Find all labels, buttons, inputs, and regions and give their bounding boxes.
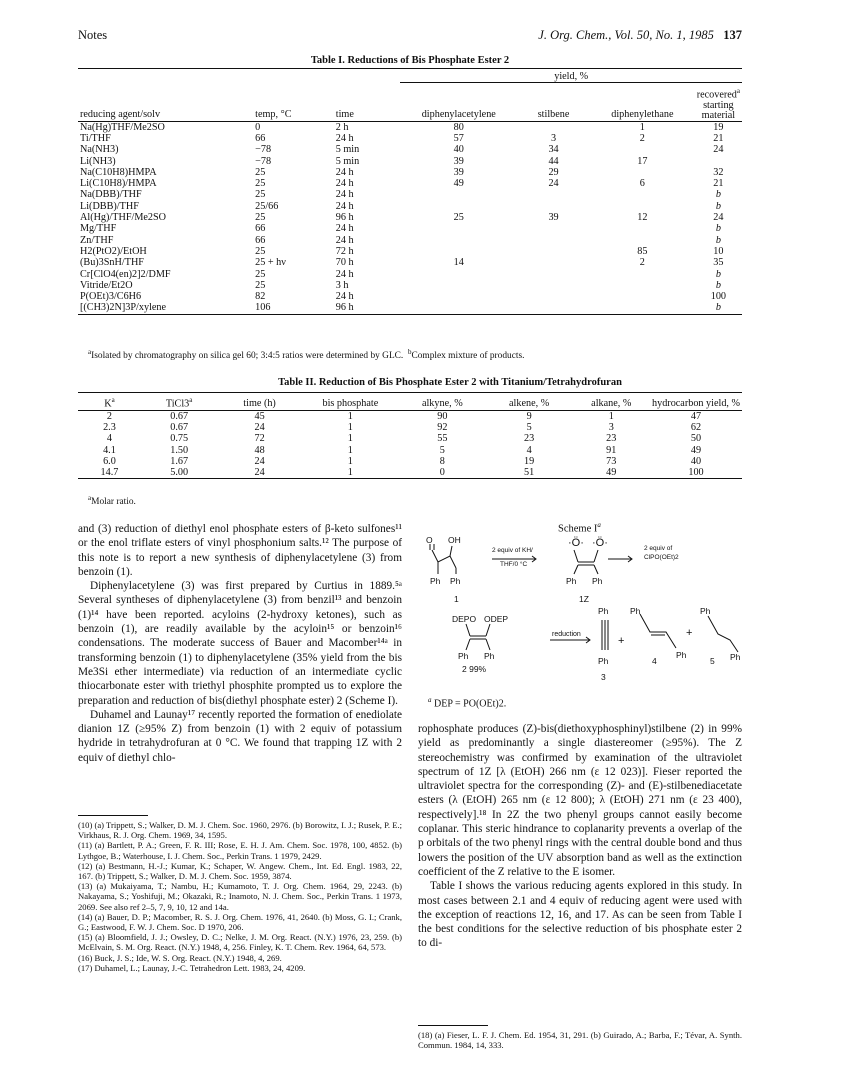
table-cell: 1 bbox=[639, 121, 645, 133]
reference: (15) (a) Bloomfield, J. J.; Owsley, D. C.; Nelke, J. M. Org. React. (N.Y.) 1976, 23, 259. (b) McElvain, S. M. Org. React. (N.Y.) 1948, 4, 256. Finley, K. T. Chem. Rev. 1964, 64, 573. bbox=[78, 932, 402, 953]
table-cell bbox=[517, 291, 590, 302]
ester-label: DEPO bbox=[452, 614, 477, 624]
table-cell bbox=[400, 235, 517, 246]
table-cell: Na(Hg)THF/Me2SO bbox=[80, 121, 165, 133]
hydroxyl-label: OH bbox=[448, 535, 461, 545]
compound-label-3: 3 bbox=[601, 672, 606, 682]
table-cell: 1.50 bbox=[170, 444, 189, 456]
table-cell: −78 bbox=[255, 155, 272, 167]
table-row bbox=[78, 433, 742, 444]
table-row bbox=[78, 291, 742, 302]
table-cell: Zn/THF bbox=[80, 234, 114, 246]
table-cell: 32 bbox=[713, 166, 724, 178]
table2-col-header: hydrocarbon yield, % bbox=[652, 398, 740, 410]
table2-col-header: $K^a$ bbox=[104, 396, 115, 410]
table-cell: b bbox=[715, 223, 721, 235]
table-cell: 29 bbox=[548, 166, 559, 178]
table-cell: 66 bbox=[255, 234, 266, 246]
ester-bond bbox=[486, 624, 490, 636]
compound-label-1: 1 bbox=[454, 594, 459, 604]
table-row bbox=[78, 189, 742, 200]
table-cell: Mg/THF bbox=[80, 223, 117, 235]
phenyl-label: Ph bbox=[458, 651, 469, 661]
table2 bbox=[78, 392, 742, 479]
table-cell: 21 bbox=[713, 178, 724, 190]
table-cell: 39 bbox=[548, 212, 559, 224]
phenyl-bond bbox=[466, 639, 470, 650]
table-cell: 80 bbox=[453, 121, 464, 133]
table-cell: 23 bbox=[606, 433, 617, 445]
references-left bbox=[78, 820, 402, 973]
table-cell: 24 h bbox=[335, 200, 354, 212]
table-cell: 1 bbox=[347, 455, 353, 467]
reduction-label: reduction bbox=[552, 631, 581, 638]
table-cell: 3 h bbox=[335, 279, 349, 291]
table-cell: 10 bbox=[713, 245, 724, 257]
table-cell: 24 bbox=[254, 421, 265, 433]
table-cell: Al(Hg)/THF/Me2SO bbox=[80, 212, 167, 224]
table-cell: 40 bbox=[690, 455, 702, 467]
journal-citation: J. Org. Chem., Vol. 50, No. 1, 1985 bbox=[538, 28, 714, 42]
table-cell: Na(C10H8)HMPA bbox=[80, 166, 157, 178]
table-cell: 48 bbox=[254, 444, 265, 456]
table1-yield-header: yield, % bbox=[400, 69, 742, 83]
table-cell: 24 bbox=[713, 212, 724, 224]
table-row bbox=[78, 246, 742, 257]
table-cell: 1 bbox=[347, 421, 353, 433]
table2-col-header: alkyne, % bbox=[421, 398, 463, 410]
table1 bbox=[78, 68, 742, 315]
table-cell: H2(PtO2)/EtOH bbox=[80, 245, 147, 257]
table-cell bbox=[400, 269, 517, 280]
phenyl-label: Ph bbox=[630, 606, 641, 616]
reference: (17) Duhamel, L.; Launay, J.-C. Tetrahedron Lett. 1983, 24, 4209. bbox=[78, 962, 306, 973]
table-cell: 39 bbox=[453, 166, 464, 178]
table-cell: 14 bbox=[453, 257, 464, 269]
table-cell bbox=[400, 302, 517, 314]
table-cell bbox=[695, 156, 742, 167]
reagent-label: ClPO(OEt)2 bbox=[644, 554, 679, 561]
table-cell: 49 bbox=[690, 444, 702, 456]
oxide-charge-icon: ·Ö· bbox=[592, 537, 608, 549]
table-row bbox=[78, 456, 742, 467]
table-cell bbox=[517, 235, 590, 246]
table-cell: 0 bbox=[439, 467, 445, 479]
table-row bbox=[78, 223, 742, 234]
phenyl-bond bbox=[486, 639, 490, 650]
table-cell: Vitride/Et2O bbox=[80, 279, 133, 291]
table-cell: 85 bbox=[637, 245, 648, 257]
table-cell: 66 bbox=[255, 132, 266, 144]
table-row bbox=[78, 410, 742, 422]
table-cell: 96 h bbox=[335, 302, 354, 314]
table2-col-header: bis phosphate bbox=[322, 398, 379, 410]
table-cell: Cr[ClO4(en)2]2/DMF bbox=[80, 268, 171, 280]
table1-col-header-recovered: recovered$^a$ starting material bbox=[696, 87, 740, 121]
table-cell: 24 h bbox=[335, 166, 354, 178]
phenyl-label: Ph bbox=[730, 652, 741, 662]
table-row bbox=[78, 422, 742, 433]
table-cell: 49 bbox=[453, 178, 464, 190]
table-cell: −78 bbox=[255, 144, 272, 156]
table-cell: 0.67 bbox=[170, 421, 189, 433]
reference: (10) (a) Trippett, S.; Walker, D. M. J. Chem. Soc. 1960, 2976. (b) Borowitz, I. J.; Rusek, P. E.; Virkhaus, R. J. Org. Chem. 1969, 34, 1595. bbox=[78, 820, 402, 841]
table2-caption: Table II. Reduction of Bis Phosphate Ester 2 with Titanium/Tetrahydrofuran bbox=[278, 377, 622, 388]
table-cell: 72 bbox=[254, 433, 265, 445]
table-cell: P(OEt)3/C6H6 bbox=[80, 291, 142, 303]
table-cell: 70 h bbox=[335, 257, 354, 269]
table-cell: 0 bbox=[255, 121, 261, 133]
table-cell: 66 bbox=[255, 223, 266, 235]
right-column-text bbox=[418, 722, 742, 951]
table-cell bbox=[590, 235, 695, 246]
table-cell bbox=[517, 201, 590, 212]
table-cell bbox=[517, 121, 590, 133]
ester-bond bbox=[466, 624, 470, 636]
paragraph: Table I shows the various reducing agents explored in this study. In most cases between 2.1 and 4 equiv of reducing agent were used with the exception of reactions 12, 16, and 17. As can be seen from Table I the best conditions for the selective reduction of bis phosphate ester 2 to di- bbox=[418, 880, 742, 950]
scheme-footnote: $^a$ DEP = PO(OEt)2. bbox=[428, 696, 507, 710]
table-cell: 23 bbox=[524, 433, 535, 445]
table-cell: 72 h bbox=[335, 245, 354, 257]
table-cell: Ti/THF bbox=[80, 132, 111, 144]
table-cell: 1 bbox=[347, 467, 353, 479]
table-cell: 25 bbox=[255, 212, 266, 224]
table-row bbox=[78, 467, 742, 479]
reference: (13) (a) Mukaiyama, T.; Nambu, H.; Kumamoto, T. J. Org. Chem. 1964, 29, 2243. (b) Nakayama, S.; Yoshifuji, M.; Okazaki, R.; Inamoto, N. J. Chem. Soc., Perkin Trans. 1 1973, 2069. See also ref 2–5, 7, 9, 10, 12 and 14a. bbox=[78, 881, 402, 912]
table-row bbox=[78, 302, 742, 314]
phenyl-label: Ph bbox=[676, 650, 687, 660]
reagent-label: THF/0 °C bbox=[500, 561, 528, 568]
reagent-label: 2 equiv of bbox=[644, 545, 673, 552]
table2-col-header: time (h) bbox=[243, 398, 276, 410]
table-cell: 24 h bbox=[335, 132, 354, 144]
table-cell: 34 bbox=[548, 144, 559, 156]
table-row bbox=[78, 167, 742, 178]
compound-label-5: 5 bbox=[710, 656, 715, 666]
ester-label: ODEP bbox=[484, 614, 509, 624]
table-cell bbox=[590, 144, 695, 155]
table1-header-row bbox=[78, 83, 742, 121]
table-cell: 51 bbox=[524, 467, 535, 479]
table-cell: 73 bbox=[606, 455, 617, 467]
table-cell: 5 bbox=[439, 444, 445, 456]
table1-col-header: time bbox=[335, 109, 354, 121]
table1-col-header: temp, °C bbox=[255, 109, 292, 121]
table2-col-header: alkene, % bbox=[509, 398, 550, 410]
table-row bbox=[78, 201, 742, 212]
table-cell: Li(NH3) bbox=[80, 155, 116, 167]
table-cell bbox=[400, 189, 517, 200]
table-cell: Li(C10H8)/HMPA bbox=[80, 178, 157, 190]
table-cell: 47 bbox=[690, 410, 702, 422]
table-cell: 91 bbox=[606, 444, 617, 456]
table-cell: 100 bbox=[710, 291, 726, 303]
table-row bbox=[78, 156, 742, 167]
paragraph: and (3) reduction of diethyl enol phosphate esters of β-keto sulfones¹¹ or the enol triflate esters of vinyl phosphonium salts.¹² The purpose of this note is to report a new synthesis of diphenylacetylene (3) from benzoin (1). bbox=[78, 523, 402, 578]
table-row bbox=[78, 178, 742, 189]
paragraph: Diphenylacetylene (3) was first prepared by Curtius in 1889.⁵ᵃ Several syntheses of diphenylacetylene (3) from benzil¹³ and benzoin (1)¹⁴ have been reported. acyloins (2-hydroxy ketones), such as benzoin (1), are readily available by the acyloin¹⁵ or benzoin¹⁶ condensations. The moderate success of Bauer and Macomber¹⁴ᵃ in transforming benzoin (1) to diphenylacetylene (35% yield from the bis Me3Si ether intermediate) via reduction of an intermediate cyclic thiocarbonate ester with triethyl phosphite prompted us to explore the preparation and reduction of bis(diethyl phosphate ester) 2 (Scheme I). bbox=[78, 580, 402, 707]
table-cell: b bbox=[715, 302, 721, 314]
table-row bbox=[78, 257, 742, 268]
table-cell: 96 h bbox=[335, 212, 354, 224]
table1-body bbox=[78, 121, 742, 314]
table-cell bbox=[517, 302, 590, 314]
table-cell: 25 bbox=[255, 178, 266, 190]
table-cell: 1 bbox=[347, 433, 353, 445]
reference: (11) (a) Bartlett, P. A.; Green, F. R. III; Rose, E. H. J. Am. Chem. Soc. 1978, 100, 4852. (b) Lythgoe, B.; Waterhouse, I. J. Chem. Soc., Perkin Trans. 1 1979, 2429. bbox=[78, 840, 402, 861]
table-cell bbox=[400, 223, 517, 234]
table-cell: Na(NH3) bbox=[80, 144, 119, 156]
hydroxyl-bond bbox=[450, 546, 452, 556]
table1-col-header: reducing agent/solv bbox=[80, 109, 161, 121]
table-cell: 25 bbox=[255, 189, 266, 201]
phenyl-label: Ph bbox=[484, 651, 495, 661]
oxygen-label: O bbox=[426, 535, 433, 545]
table-cell: [(CH3)2N]3P/xylene bbox=[80, 302, 167, 314]
table-cell bbox=[590, 201, 695, 212]
table-row bbox=[78, 280, 742, 291]
page-number: 137 bbox=[723, 28, 742, 42]
table-cell: (Bu)3SnH/THF bbox=[80, 257, 144, 269]
table-cell: Na(DBB)/THF bbox=[80, 189, 142, 201]
table-row bbox=[78, 445, 742, 456]
table-cell: 35 bbox=[713, 257, 724, 269]
table1-caption: Table I. Reductions of Bis Phosphate Ester 2 bbox=[310, 55, 510, 66]
yield-label: 2 99% bbox=[462, 664, 487, 674]
table-cell: 24 h bbox=[335, 234, 354, 246]
table-cell bbox=[590, 280, 695, 291]
table-cell: 24 bbox=[254, 467, 265, 479]
table-cell bbox=[590, 223, 695, 234]
table2-header-row bbox=[78, 393, 742, 411]
compound-label-4: 4 bbox=[652, 656, 657, 666]
table-cell: 5 bbox=[526, 421, 532, 433]
table-cell: 24 bbox=[254, 455, 265, 467]
reference: (18) (a) Fieser, L. F. J. Chem. Ed. 1954, 31, 291. (b) Guirado, A.; Barba, F.; Tévar, A. Synth. Commun. 1984, 14, 333. bbox=[418, 1030, 742, 1051]
table-cell bbox=[400, 201, 517, 212]
table-cell: 24 bbox=[548, 178, 559, 190]
table-cell bbox=[400, 280, 517, 291]
table-cell bbox=[400, 291, 517, 302]
table-cell: 40 bbox=[453, 144, 464, 156]
table-cell: 2 bbox=[639, 257, 645, 269]
table-cell: 8 bbox=[439, 455, 445, 467]
table-cell bbox=[517, 246, 590, 257]
table-cell: 92 bbox=[437, 421, 448, 433]
phenyl-label: Ph bbox=[598, 656, 609, 666]
reference: (12) (a) Bestmann, H.-J.; Kumar, K.; Schaper, W. Angew. Chem., Int. Ed. Engl. 1983, 22, 167. (b) Trippett, S.; Walker, D. M. J. Chem. Soc. 1959, 3874. bbox=[78, 860, 402, 882]
table-cell: 25/66 bbox=[255, 200, 279, 212]
table-cell: b bbox=[715, 279, 721, 291]
table-cell bbox=[590, 291, 695, 302]
table-cell: 25 bbox=[255, 166, 266, 178]
table-cell: 2 bbox=[639, 132, 645, 144]
table-cell: 25 + hν bbox=[255, 257, 286, 269]
scheme-title: Scheme $I^a$ bbox=[558, 521, 601, 535]
reference: (16) Buck, J. S.; Ide, W. S. Org. React. (N.Y.) 1948, 4, 269. bbox=[78, 952, 282, 963]
table-cell: 55 bbox=[437, 433, 448, 445]
table-row bbox=[78, 212, 742, 223]
phenyl-label: Ph bbox=[598, 606, 609, 616]
phenyl-label: Ph bbox=[450, 576, 461, 586]
table-cell: 3 bbox=[551, 132, 557, 144]
reagent-label: 2 equiv of KH/ bbox=[492, 547, 533, 554]
table-cell: 50 bbox=[690, 433, 702, 445]
table-cell: 57 bbox=[453, 132, 464, 144]
oxide-bond bbox=[574, 550, 578, 562]
table-row bbox=[78, 235, 742, 246]
table-cell: 6 bbox=[639, 178, 645, 190]
table-cell: b bbox=[715, 200, 721, 212]
running-header-right bbox=[538, 28, 742, 43]
table-cell bbox=[590, 167, 695, 178]
table2-col-header: alkane, % bbox=[591, 398, 632, 410]
running-header-left: Notes bbox=[78, 28, 108, 42]
table-cell: 5 min bbox=[335, 144, 360, 156]
table-cell: 0.67 bbox=[170, 410, 189, 422]
table1-footnote: $^a$Isolated by chromatography on silica gel 60; 3:4:5 ratios were determined by GLC. $^b$Complex mixture of products. bbox=[88, 348, 525, 362]
table-cell: 4 bbox=[106, 433, 112, 445]
table-cell: 44 bbox=[548, 155, 559, 167]
phenyl-label: Ph bbox=[566, 576, 577, 586]
table-cell: 14.7 bbox=[100, 467, 119, 479]
footnote-divider bbox=[418, 1025, 488, 1026]
table-cell: 24 h bbox=[335, 268, 354, 280]
table-cell bbox=[400, 246, 517, 257]
table-cell bbox=[590, 189, 695, 200]
table-cell: Li(DBB)/THF bbox=[80, 200, 139, 212]
table-cell: b bbox=[715, 268, 721, 280]
table-cell: 25 bbox=[255, 268, 266, 280]
table-cell: 9 bbox=[526, 410, 532, 422]
table-cell: 6.0 bbox=[103, 455, 116, 467]
table-cell bbox=[517, 223, 590, 234]
table-row bbox=[78, 121, 742, 133]
paragraph: rophosphate produces (Z)-bis(diethoxyphosphinyl)stilbene (2) in 99% yield as predominantly a single diastereomer (≥95%). The Z stereochemistry was confirmed by examination of the ultraviolet spectrum of 1Z [λ (EtOH) 266 nm (ε 12 023)]. Fieser reported the ultraviolet spectra for the corresponding (Z)- and (E)-stilbenediacetate esters (λ (EtOH) 265 nm (ε 12 800); λ (EtOH) 271 nm (ε 23 400), respectively].¹⁸ In 2Z the two phenyl groups cannot easily become coplanar. This steric hindrance to coplanarity prevents a overlap of the p orbitals of the two phenyl rings with the central double bond and thus lowers the position of the UV absorption band as well as the extinction coefficient of the Z relative to the E isomer. bbox=[418, 723, 742, 878]
table-cell: 4.1 bbox=[103, 444, 116, 456]
table-cell: 25 bbox=[255, 279, 266, 291]
table-cell: 24 h bbox=[335, 223, 354, 235]
stilbene-skeleton bbox=[640, 614, 676, 648]
paragraph: Duhamel and Launay¹⁷ recently reported the formation of enediolate dianion 1Z (≥95% Z) from benzoin (1) with 2 equiv of potassium hydride in tetrahydrofuran at 0 °C. We found that trapping 1Z with 2 equiv of diethyl chlo- bbox=[78, 708, 402, 764]
table-cell: 24 h bbox=[335, 189, 354, 201]
table-cell bbox=[517, 257, 590, 268]
scheme-diagram bbox=[418, 532, 744, 661]
table-cell: 1 bbox=[347, 410, 353, 422]
plus-sign: + bbox=[618, 635, 625, 647]
benzoin-skeleton bbox=[432, 550, 456, 568]
ethane-skeleton bbox=[708, 616, 738, 652]
table-cell: 19 bbox=[524, 455, 535, 467]
table-cell: 2 h bbox=[335, 121, 349, 133]
table-row bbox=[78, 144, 742, 155]
table-row bbox=[78, 133, 742, 144]
table-cell: 0.75 bbox=[170, 433, 189, 445]
table-cell: 21 bbox=[713, 132, 724, 144]
table-cell: b bbox=[715, 234, 721, 246]
phenyl-label: Ph bbox=[700, 606, 711, 616]
table-cell: 24 h bbox=[335, 291, 354, 303]
table-cell: 17 bbox=[637, 155, 648, 167]
table2-body bbox=[78, 410, 742, 479]
table1-col-header: stilbene bbox=[537, 109, 570, 121]
table-cell: 49 bbox=[606, 467, 617, 479]
table2-footnote: $^a$Molar ratio. bbox=[88, 494, 136, 508]
plus-sign: + bbox=[686, 627, 693, 639]
table-cell bbox=[590, 302, 695, 314]
table-cell: 82 bbox=[255, 291, 266, 303]
oxide-charge-icon: ·Ö· bbox=[568, 537, 584, 549]
table-cell bbox=[590, 269, 695, 280]
table1-col-header: diphenylacetylene bbox=[421, 109, 496, 121]
table-cell: 1 bbox=[347, 444, 353, 456]
table-cell: 90 bbox=[437, 410, 448, 422]
table-cell bbox=[517, 189, 590, 200]
table1-col-header: diphenylethane bbox=[611, 109, 674, 121]
table-cell: 12 bbox=[637, 212, 648, 224]
table-cell: 2.3 bbox=[103, 421, 116, 433]
compound-label-1z: 1Z bbox=[579, 594, 589, 604]
table-cell: 25 bbox=[255, 245, 266, 257]
table2-col-header: TiCl3$^a$ bbox=[165, 396, 193, 410]
footnote-divider bbox=[78, 815, 148, 816]
left-column-text bbox=[78, 522, 402, 765]
phenyl-label: Ph bbox=[592, 576, 603, 586]
table-cell: 39 bbox=[453, 155, 464, 167]
table-cell: 106 bbox=[255, 302, 271, 314]
table-cell: 24 bbox=[713, 144, 724, 156]
phenyl-bond bbox=[594, 565, 598, 574]
table-cell: 1.67 bbox=[170, 455, 189, 467]
table-cell: b bbox=[715, 189, 721, 201]
reference: (14) (a) Bauer, D. P.; Macomber, R. S. J. Org. Chem. 1976, 41, 2640. (b) Moss, G. I.; Crank, G.; Eastwood, F. W. J. Chem. Soc. D 1970, 206. bbox=[78, 911, 402, 933]
table-cell bbox=[517, 269, 590, 280]
table-cell: 5 min bbox=[335, 155, 360, 167]
phenyl-label: Ph bbox=[430, 576, 441, 586]
table-cell: 100 bbox=[688, 467, 704, 479]
table-cell: 45 bbox=[254, 410, 265, 422]
table-cell bbox=[517, 280, 590, 291]
oxide-bond bbox=[594, 550, 598, 562]
table-row bbox=[78, 269, 742, 280]
table-cell: 2 bbox=[106, 410, 112, 422]
table-cell: 3 bbox=[608, 421, 614, 433]
table-cell: 62 bbox=[690, 421, 702, 433]
table-cell: 5.00 bbox=[170, 467, 189, 479]
table-cell: 24 h bbox=[335, 178, 354, 190]
table-cell: 25 bbox=[453, 212, 464, 224]
references-right bbox=[418, 1030, 742, 1050]
table-cell: 1 bbox=[608, 410, 614, 422]
table-cell: 19 bbox=[713, 121, 724, 133]
table-cell: 4 bbox=[526, 444, 532, 456]
phenyl-bond bbox=[574, 565, 578, 574]
